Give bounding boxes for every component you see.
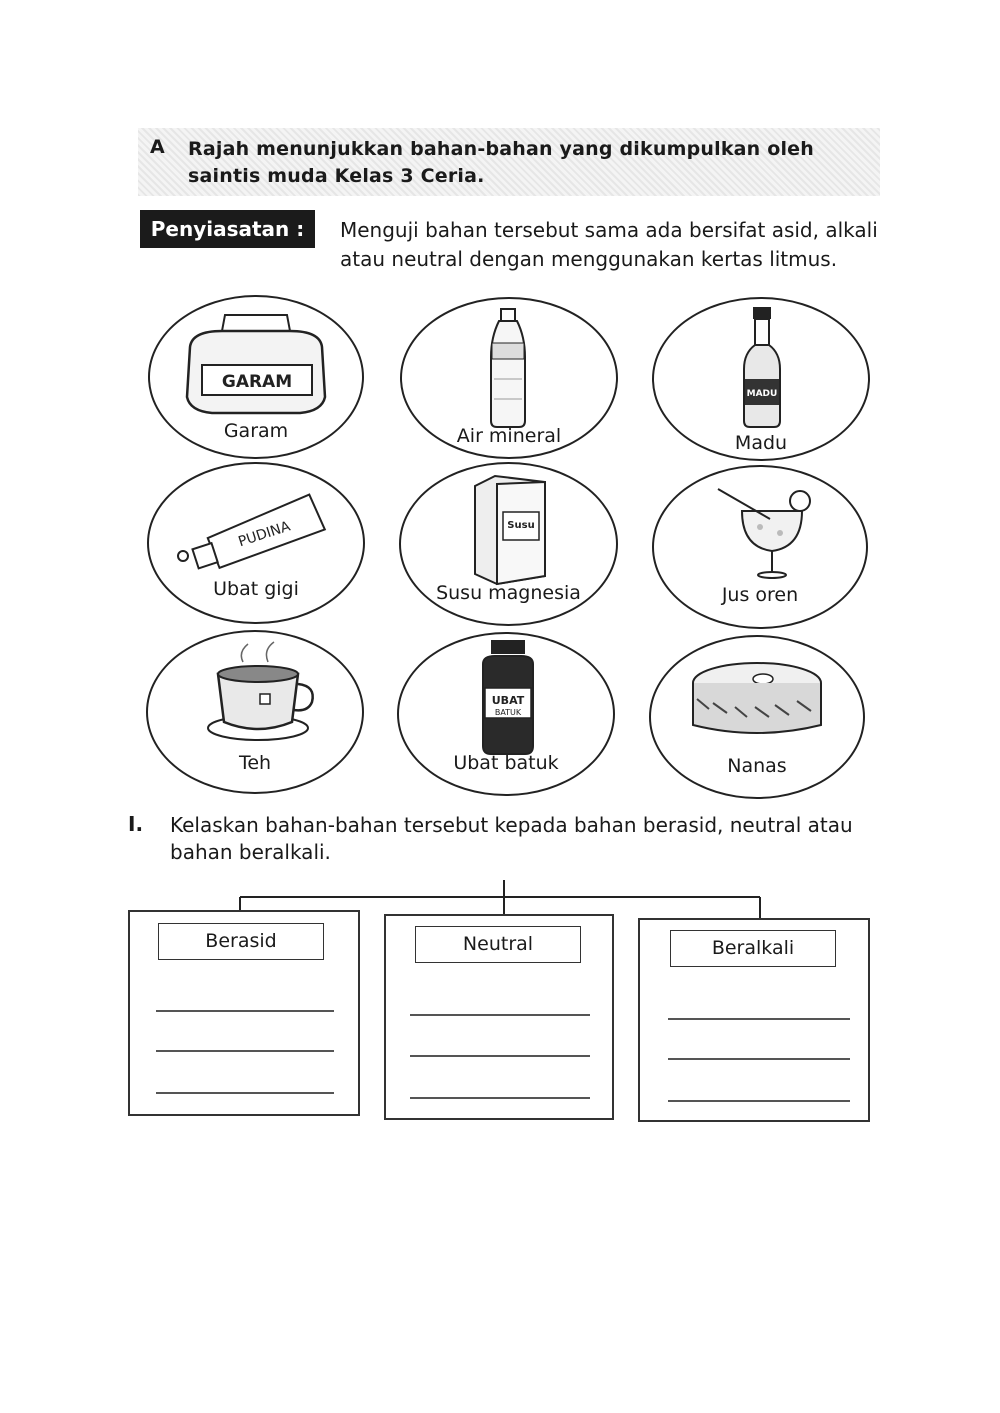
carton-label: Susu (507, 520, 535, 531)
bottle-sublabel: BATUK (494, 708, 522, 717)
answer-line[interactable] (156, 1050, 334, 1052)
category-heading: Beralkali (670, 930, 836, 967)
investigation-text: Menguji bahan tersebut sama ada bersifat asid, alkali atau neutral dengan menggunakan kertas litmus. (340, 218, 878, 271)
answer-line[interactable] (156, 1092, 334, 1094)
section-intro-text: Rajah menunjukkan bahan-bahan yang dikumpulkan oleh saintis muda Kelas 3 Ceria. (188, 138, 814, 187)
question-number: I. (128, 812, 144, 836)
answer-line[interactable] (668, 1018, 850, 1020)
category-heading: Berasid (158, 923, 324, 960)
answer-line[interactable] (410, 1055, 590, 1057)
answer-line[interactable] (668, 1100, 850, 1102)
item-label: Nanas (727, 755, 787, 777)
item-label: Air mineral (456, 425, 562, 447)
answer-line[interactable] (668, 1058, 850, 1060)
jar-label: GARAM (221, 372, 293, 392)
item-label: Garam (223, 420, 289, 442)
answer-line[interactable] (410, 1097, 590, 1099)
item-label: Madu (734, 432, 788, 454)
category-heading: Neutral (415, 926, 581, 963)
bottle-label: UBAT (491, 694, 525, 707)
item-label: Susu magnesia (436, 582, 581, 604)
answer-line[interactable] (410, 1014, 590, 1016)
item-label: Teh (238, 752, 272, 774)
investigation-tag: Penyiasatan : (140, 210, 315, 248)
section-letter: A (150, 136, 165, 158)
answer-line[interactable] (156, 1010, 334, 1012)
bottle-label: MADU (746, 389, 778, 399)
question-text: Kelaskan bahan-bahan tersebut kepada bahan berasid, neutral atau bahan beralkali. (170, 813, 853, 864)
item-label: Ubat batuk (453, 752, 559, 774)
tube-label: PUDINA (236, 518, 293, 551)
item-label: Ubat gigi (213, 578, 299, 600)
item-label: Jus oren (721, 584, 799, 606)
